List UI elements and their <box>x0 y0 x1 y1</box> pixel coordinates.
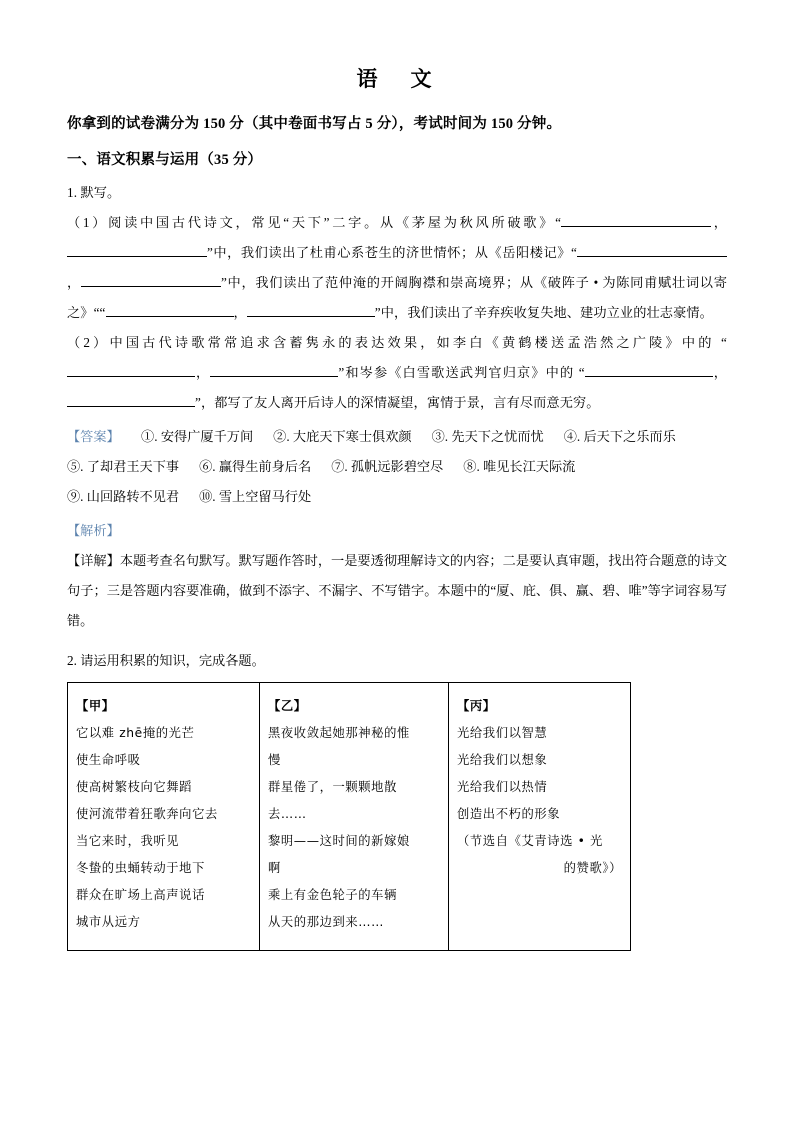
page-content <box>67 0 727 951</box>
exam-intro-line: 你拿到的试卷满分为 150 分（其中卷面书写占 5 分），考试时间为 150 分钟。 <box>67 116 562 133</box>
analysis-detail-text: 本题考查名句默写。默写题作答时，一是要透彻理解诗文的内容；二是要认真审题，找出符合题意的诗文句子；三是答题内容要准确，做到不添字、不漏字、不写错字。本题中的“厦、庇、俱、赢、碧、唯”等字词容易写错。 <box>67 552 728 628</box>
cell-jia-header: 【甲】 <box>76 698 115 713</box>
blank-7[interactable] <box>67 361 195 377</box>
blank-4[interactable] <box>81 271 221 287</box>
analysis-detail <box>67 546 727 636</box>
cell-jia-line-4: 使河流带着狂歌奔向它去 <box>76 806 218 821</box>
blank-8[interactable] <box>210 361 338 377</box>
q1p1-text-b: ”中，我们读出了杜甫心系苍生的济世情怀；从《岳阳楼记》“ <box>207 244 577 260</box>
q1p2-text-b: ”和岑参《白雪歌送武判官归京》中的 <box>338 364 575 380</box>
answer-item-5: ⑤. 了却君王天下事 <box>67 458 180 474</box>
answer-label: 【答案】 <box>67 428 120 444</box>
q1p1-comma-2: ， <box>67 274 81 290</box>
answer-item-8: ⑧. 唯见长江天际流 <box>463 458 576 474</box>
blank-2[interactable] <box>67 241 207 257</box>
q1p2-comma-1: ， <box>195 364 211 380</box>
question-1-label: 1. 默写。 <box>67 184 121 200</box>
cell-jia-line-5: 当它来时，我听见 <box>76 833 180 848</box>
answer-item-7: ⑦. 孤帆远影碧空尽 <box>331 458 444 474</box>
cell-yi-line-2: 慢 <box>268 752 281 767</box>
table-row <box>68 682 631 950</box>
blank-1[interactable] <box>561 211 711 227</box>
q1p2-open-quote-1: “ <box>721 334 727 350</box>
cell-jia-line-3: 使高树繁枝向它舞蹈 <box>76 779 193 794</box>
cell-jia-line-2: 使生命呼吸 <box>76 752 141 767</box>
blank-10[interactable] <box>67 391 195 407</box>
cell-yi-line-4: 去…… <box>268 806 307 821</box>
answer-item-10: ⑩. 雪上空留马行处 <box>199 488 312 504</box>
question-2-label: 2. 请运用积累的知识，完成各题。 <box>67 652 265 668</box>
cell-bing-line-4: 创造出不朽的形象 <box>457 806 561 821</box>
q1p1-comma-1: ， <box>711 214 727 230</box>
cell-bing-source-line-2: 的赞歌》） <box>563 860 622 875</box>
answer-item-2: ②. 大庇天下寒士俱欢颜 <box>273 428 412 444</box>
q1p1-open-quote: “ <box>99 304 106 320</box>
cell-yi-line-1: 黑夜收敛起她那神秘的惟 <box>268 725 410 740</box>
analysis-label-row <box>67 516 727 546</box>
table-cell-yi <box>260 682 449 950</box>
cell-jia-line-8: 城市从远方 <box>76 914 141 929</box>
cell-yi-line-8: 从天的那边到来…… <box>268 914 385 929</box>
analysis-detail-label: 【详解】 <box>67 552 120 568</box>
cell-bing-header: 【丙】 <box>457 698 496 713</box>
cell-bing-source-line-1: （节选自《艾青诗选 • 光 <box>457 833 603 848</box>
cell-jia-line-7: 群众在旷场上高声说话 <box>76 887 205 902</box>
answer-item-3: ③. 先天下之忧而忧 <box>431 428 544 444</box>
table-cell-bing <box>449 682 631 950</box>
q1p1-comma-3: ， <box>233 304 247 320</box>
cell-bing-line-2: 光给我们以想象 <box>457 752 548 767</box>
cell-bing-line-3: 光给我们以热情 <box>457 779 548 794</box>
q1p1-text-d: ”中，我们读出了辛弃疾收复失地、建功立业的壮志豪情。 <box>374 304 713 320</box>
q1p1-text-c: ”中，我们读出了范仲淹的开阔胸襟和崇高境界；从《破阵子 • 为陈同甫赋壮词以寄之》“ <box>67 274 727 320</box>
answer-block <box>67 422 727 512</box>
section-heading-one: 一、语文积累与运用（35 分） <box>67 152 263 169</box>
q1p1-text-a: （1）阅读中国古代诗文，常见“天下”二字。从《茅屋为秋风所破歌》“ <box>67 214 562 230</box>
answer-item-9: ⑨. 山回路转不见君 <box>67 488 180 504</box>
cell-yi-line-7: 乘上有金色轮子的车辆 <box>268 887 397 902</box>
cell-jia-line-6: 冬蛰的虫蛹转动于地下 <box>76 860 205 875</box>
cell-yi-line-3: 群星倦了，一颗颗地散 <box>268 779 397 794</box>
cell-bing-line-1: 光给我们以智慧 <box>457 725 548 740</box>
blank-5[interactable] <box>106 301 234 317</box>
q1p2-comma-2: ， <box>712 364 727 380</box>
blank-3[interactable] <box>577 241 727 257</box>
cell-jia-line-1: 它以难 zhē掩的光芒 <box>76 725 195 740</box>
q1p2-text-c: ”，都写了友人离开后诗人的深情凝望，寓情于景，言有尽而意无穷。 <box>195 394 600 410</box>
cell-yi-line-6: 啊 <box>268 860 281 875</box>
question-1-part-1 <box>67 208 727 328</box>
blank-9[interactable] <box>585 361 713 377</box>
page-title: 语 文 <box>356 67 438 91</box>
answer-item-4: ④. 后天下之乐而乐 <box>563 428 676 444</box>
cell-yi-header: 【乙】 <box>268 698 307 713</box>
analysis-label: 【解析】 <box>67 522 120 538</box>
answer-item-6: ⑥. 赢得生前身后名 <box>199 458 312 474</box>
q1p2-text-a: （2）中国古代诗歌常常追求含蓄隽永的表达效果，如李白《黄鹤楼送孟浩然之广陵》中的 <box>67 334 715 350</box>
q1p2-open-quote-2: “ <box>578 364 585 380</box>
cell-yi-line-5: 黎明——这时间的新嫁娘 <box>268 833 410 848</box>
table-cell-jia <box>68 682 260 950</box>
question-1-part-2 <box>67 328 727 418</box>
blank-6[interactable] <box>247 301 375 317</box>
poem-excerpt-table <box>67 682 631 951</box>
answer-item-1: ①. 安得广厦千万间 <box>141 428 254 444</box>
